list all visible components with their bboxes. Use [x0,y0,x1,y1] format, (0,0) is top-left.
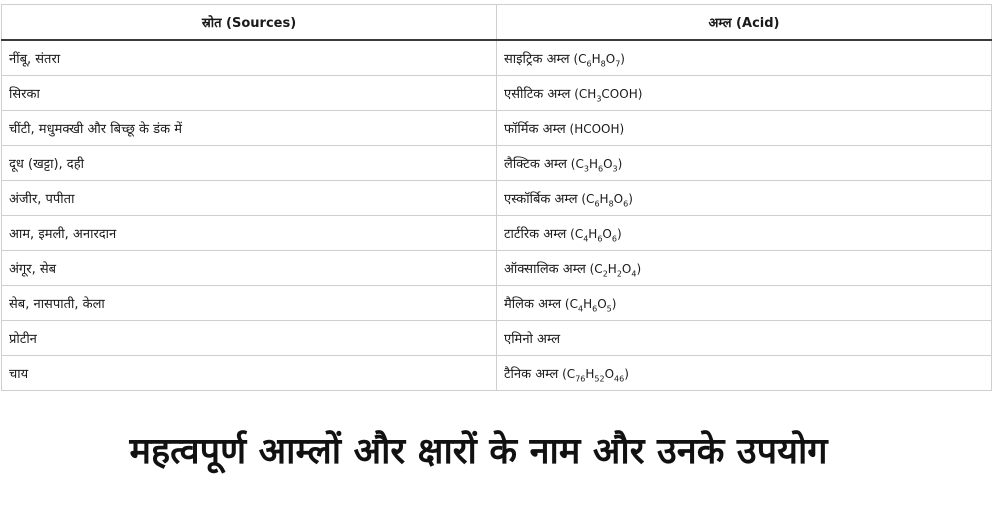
acid-name: साइट्रिक अम्ल [504,52,570,67]
formula-element: O [597,297,607,311]
formula-subscript: 2 [602,269,608,279]
formula-element: O [603,157,613,171]
formula-element: H [588,227,598,241]
formula-subscript: 3 [583,164,589,174]
table-row [2,40,992,76]
acid-cell [497,251,992,286]
acid-name: एसीटिक अम्ल [504,87,571,102]
table-row [2,356,992,391]
source-cell: चींटी, मधुमक्खी और बिच्छू के डंक में [2,111,497,146]
acid-cell [497,181,992,216]
acid-name: एस्कॉर्बिक अम्ल [504,192,578,207]
table-row [2,181,992,216]
acid-name: मैलिक अम्ल [504,297,562,312]
page-title: महत्वपूर्ण आम्लों और क्षारों के नाम और उनके उपयोग [129,431,828,472]
acid-formula: (HCOOH) [565,122,625,136]
formula-element: O [602,227,612,241]
acid-formula: $(C_6H_8O_6)$ [577,192,633,209]
source-cell: सिरका [2,76,497,111]
formula-subscript: 4 [578,304,584,314]
formula-subscript: 52 [594,374,605,384]
source-cell: सेब, नासपाती, केला [2,286,497,321]
formula-subscript: 3 [612,164,618,174]
formula-subscript: 6 [623,199,629,209]
acid-formula: $(C_4H_6O_6)$ [566,227,622,244]
formula-subscript: 6 [592,304,598,314]
table-body [2,40,992,391]
formula-element: O [621,262,632,276]
formula-subscript: 4 [631,269,637,279]
acid-formula: $(C_2H_2O_4)$ [585,262,642,279]
formula-subscript: 6 [586,59,592,69]
formula-element: H [585,367,595,381]
acids-table-container [1,4,991,391]
formula-subscript: 6 [611,234,617,244]
acid-name: ऑक्सालिक अम्ल [504,262,586,277]
table-row [2,216,992,251]
acids-table [1,4,992,391]
source-cell: नींबू, संतरा [2,40,497,76]
formula-element: H [588,157,598,171]
formula-element: CH [578,87,597,101]
formula-element: H [599,192,609,206]
table-row [2,321,992,356]
source-cell: अंजीर, पपीता [2,181,497,216]
formula-element: H [591,52,601,66]
formula-element: O [613,192,624,206]
acid-cell [497,40,992,76]
table-row [2,251,992,286]
formula-subscript: 4 [583,234,589,244]
table-row [2,146,992,181]
formula-element: C [594,262,603,276]
acid-cell [497,76,992,111]
table-header-row [2,5,992,41]
acid-name: टैनिक अम्ल [504,367,559,382]
source-cell: चाय [2,356,497,391]
formula-element: HCOOH [574,122,620,136]
source-cell: आम, इमली, अनारदान [2,216,497,251]
acid-cell [497,111,992,146]
formula-element: C [569,297,578,311]
formula-subscript: 6 [597,234,603,244]
formula-element: H [583,297,593,311]
table-row [2,76,992,111]
table-row [2,286,992,321]
formula-subscript: 7 [615,59,621,69]
acid-formula: $(CH_3COOH)$ [570,87,643,104]
source-cell: दूध (खट्टा), दही [2,146,497,181]
formula-subscript: 2 [616,269,622,279]
formula-element: C [574,227,584,241]
table-row [2,111,992,146]
formula-subscript: 8 [608,199,614,209]
acid-name: लैक्टिक अम्ल [504,157,567,172]
formula-subscript: 46 [614,374,625,384]
formula-element: COOH [601,87,638,101]
formula-subscript: 76 [575,374,586,384]
formula-element: O [605,52,616,66]
acid-name: एमिनो अम्ल [504,332,561,347]
acid-cell [497,356,992,391]
formula-element: C [578,52,587,66]
acid-cell [497,216,992,251]
acid-name: फॉर्मिक अम्ल [504,122,566,137]
acid-formula: $(C_3H_6O_3)$ [566,157,623,174]
formula-subscript: 3 [596,94,602,104]
formula-subscript: 6 [594,199,600,209]
source-cell: प्रोटीन [2,321,497,356]
acid-name: टार्टरिक अम्ल [504,227,567,242]
header-sources: स्रोत (Sources) [2,5,497,41]
formula-element: C [575,157,584,171]
acid-formula: $(C_{76}H_{52}O_{46})$ [558,367,629,384]
formula-subscript: 8 [600,59,606,69]
acid-formula: $(C_6H_8O_7)$ [569,52,625,69]
acid-formula: $(C_4H_6O_5)$ [561,297,617,314]
acid-cell [497,286,992,321]
acid-cell [497,321,992,356]
formula-element: C [586,192,595,206]
formula-element: H [607,262,617,276]
acid-cell [497,146,992,181]
formula-element: C [566,367,576,381]
formula-subscript: 5 [606,304,612,314]
source-cell: अंगूर, सेब [2,251,497,286]
header-acid: अम्ल (Acid) [497,5,992,41]
formula-subscript: 6 [598,164,604,174]
formula-element: O [604,367,615,381]
